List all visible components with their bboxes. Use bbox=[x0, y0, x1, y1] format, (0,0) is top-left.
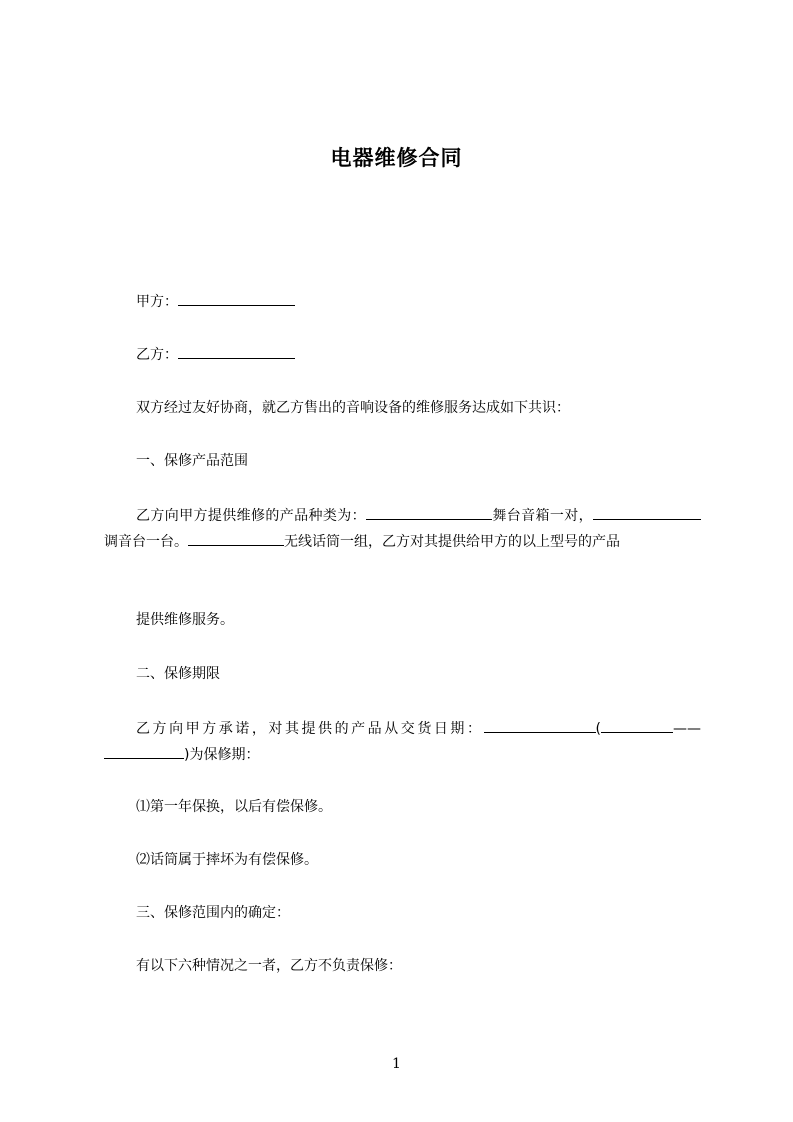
page-number: 1 bbox=[392, 1056, 401, 1072]
section1-blank-3 bbox=[188, 532, 284, 546]
intro-paragraph: 双方经过友好协商，就乙方售出的音响设备的维修服务达成如下共识： bbox=[136, 400, 570, 416]
section1-blank-2a bbox=[593, 506, 657, 520]
section2-item-1: ⑴第一年保换，以后有偿保修。 bbox=[136, 799, 332, 815]
section1-text-d: 无线话筒一组，乙方对其提供给甲方的以上型号的产品 bbox=[284, 534, 620, 550]
section1-text-b: 舞台音箱一对， bbox=[492, 508, 593, 524]
section2-text-c: —— bbox=[673, 721, 701, 737]
section2-blank-date bbox=[484, 719, 596, 733]
party-b-line bbox=[136, 345, 295, 365]
section1-text-a: 乙方向甲方提供维修的产品种类为： bbox=[136, 508, 366, 524]
section2-text-b: ( bbox=[595, 721, 601, 737]
section2-blank-end bbox=[104, 745, 184, 759]
party-b-blank bbox=[178, 345, 295, 359]
document-title: 电器维修合同 bbox=[330, 146, 463, 170]
section3-heading: 三、保修范围内的确定： bbox=[136, 905, 290, 921]
party-a-label: 甲方： bbox=[136, 294, 178, 310]
party-a-blank bbox=[178, 292, 295, 306]
section1-blank-2b bbox=[657, 506, 701, 520]
section1-blank-1 bbox=[366, 506, 492, 520]
section2-text-d: )为保修期： bbox=[184, 747, 260, 763]
section1-text-c: 调音台一台。 bbox=[104, 534, 188, 550]
section2-text-a: 乙方向甲方承诺，对其提供的产品从交货日期： bbox=[136, 721, 484, 737]
section2-item-2: ⑵话筒属于摔坏为有偿保修。 bbox=[136, 852, 318, 868]
section3-paragraph: 有以下六种情况之一者，乙方不负责保修： bbox=[136, 958, 402, 974]
section2-heading: 二、保修期限 bbox=[136, 666, 220, 682]
section2-blank-start bbox=[601, 719, 673, 733]
party-a-line bbox=[136, 292, 295, 312]
section1-paragraph-2: 提供维修服务。 bbox=[136, 612, 234, 628]
section1-heading: 一、保修产品范围 bbox=[136, 453, 248, 469]
party-b-label: 乙方： bbox=[136, 347, 178, 363]
section1-paragraph bbox=[104, 503, 701, 555]
section2-paragraph bbox=[104, 716, 701, 768]
